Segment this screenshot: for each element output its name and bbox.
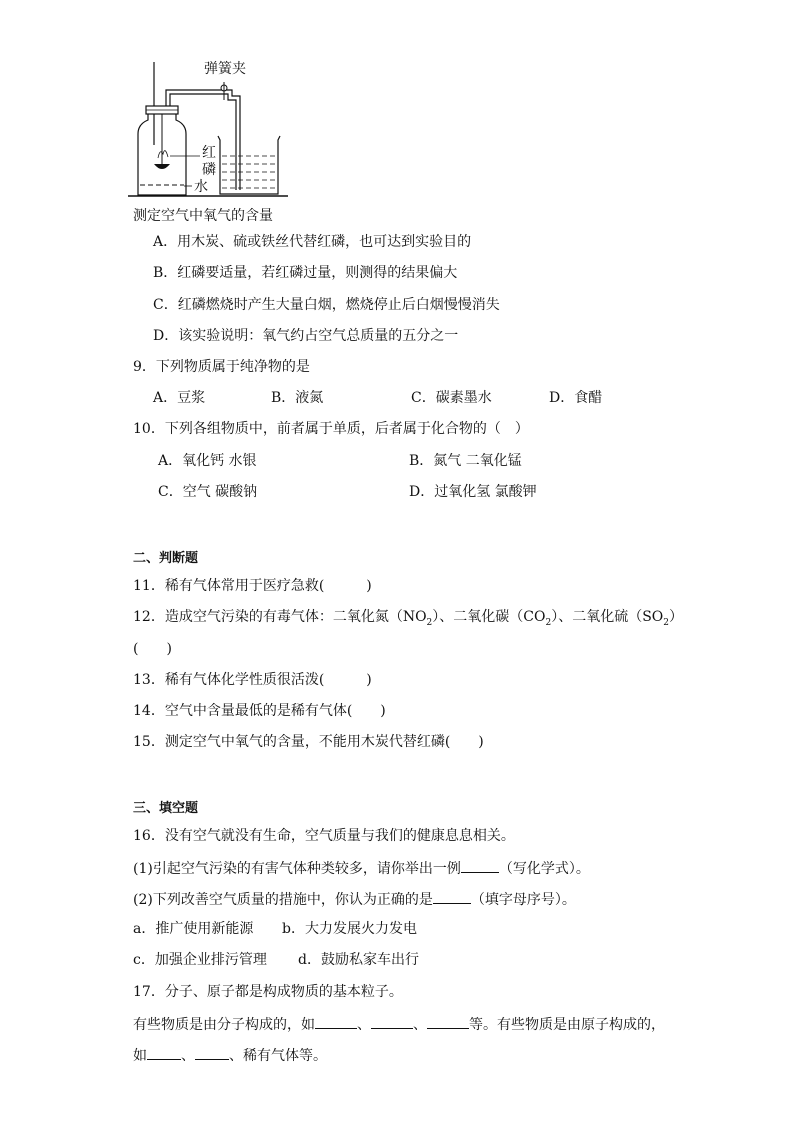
q16-part1: (1)引起空气污染的有害气体种类较多，请你举出一例 （写化学式）。 xyxy=(133,858,590,878)
phosphorus-label-2: 磷 xyxy=(202,162,216,178)
q11: 11．稀有气体常用于医疗急救( ) xyxy=(133,578,372,594)
q16-part2: (2)下列改善空气质量的措施中，你认为正确的是 （填字母序号）。 xyxy=(133,889,576,909)
water-label: 水 xyxy=(194,179,208,195)
phosphorus-label-1: 红 xyxy=(202,145,216,161)
answer-blank[interactable] xyxy=(433,889,471,904)
q16-option-d: d．鼓励私家车出行 xyxy=(298,952,419,968)
answer-blank[interactable] xyxy=(371,1014,413,1029)
q12: 12．造成空气污染的有毒气体：二氧化氮$(NO_2)$、二氧化碳$(CO_2)$、二氧化硫$(SO_2)$ xyxy=(133,609,684,628)
q9-stem: 9．下列物质属于纯净物的是 xyxy=(133,359,310,375)
clip-label: 弹簧夹 xyxy=(204,61,246,77)
section-title-judgement: 二、判断题 xyxy=(133,551,199,566)
q12-answer-paren: ( ) xyxy=(133,641,172,657)
q8-option-b: B．红磷要适量，若红磷过量，则测得的结果偏大 xyxy=(153,265,458,281)
q8-option-c: C．红磷燃烧时产生大量白烟，燃烧停止后白烟慢慢消失 xyxy=(153,297,500,313)
q16-option-b: b．大力发展火力发电 xyxy=(282,921,417,937)
q8-option-a: A．用木炭、硫或铁丝代替红磷，也可达到实验目的 xyxy=(153,234,472,250)
beaker xyxy=(218,136,280,194)
q16-option-c: c．加强企业排污管理 xyxy=(133,952,267,968)
q9-option-d: D．食醋 xyxy=(549,390,603,406)
q9-option-c: C．碳素墨水 xyxy=(411,390,492,406)
combustion-spoon xyxy=(154,164,170,169)
q10-option-b: B．氮气 二氧化锰 xyxy=(409,453,522,469)
q17-line1: 有些物质是由分子构成的，如 、 、 等。有些物质是由原子构成的， xyxy=(133,1014,665,1034)
flame xyxy=(158,151,168,158)
q8-option-d: D．该实验说明：氧气约占空气总质量的五分之一 xyxy=(153,328,459,344)
q15: 15．测定空气中氧气的含量，不能用木炭代替红磷( ) xyxy=(133,734,484,750)
diagram-caption: 测定空气中氧气的含量 xyxy=(133,208,273,224)
q10-option-a: A．氧化钙 水银 xyxy=(158,453,257,469)
answer-blank[interactable] xyxy=(427,1014,469,1029)
q9-option-a: A．豆浆 xyxy=(153,390,206,406)
apparatus-diagram xyxy=(128,60,418,200)
q10-option-c: C．空气 碳酸钠 xyxy=(158,484,258,500)
q10-option-d: D．过氧化氢 氯酸钾 xyxy=(409,484,537,500)
q9-option-b: B．液氮 xyxy=(271,390,324,406)
q17: 17．分子、原子都是构成物质的基本粒子。 xyxy=(133,984,403,1000)
q16: 16．没有空气就没有生命，空气质量与我们的健康息息相关。 xyxy=(133,828,515,844)
q16-option-a: a．推广使用新能源 xyxy=(133,921,254,937)
q14: 14．空气中含量最低的是稀有气体( ) xyxy=(133,703,386,719)
q17-line2: 如 、 、稀有气体等。 xyxy=(133,1045,327,1065)
answer-blank[interactable] xyxy=(195,1045,229,1060)
section-title-fill-blank: 三、填空题 xyxy=(133,801,199,816)
answer-blank[interactable] xyxy=(461,858,499,873)
q13: 13．稀有气体化学性质很活泼( ) xyxy=(133,672,372,688)
beaker-water xyxy=(222,156,276,188)
answer-blank[interactable] xyxy=(147,1045,181,1060)
answer-blank[interactable] xyxy=(315,1014,357,1029)
q10-stem: 10．下列各组物质中，前者属于单质，后者属于化合物的（ ） xyxy=(133,421,529,437)
